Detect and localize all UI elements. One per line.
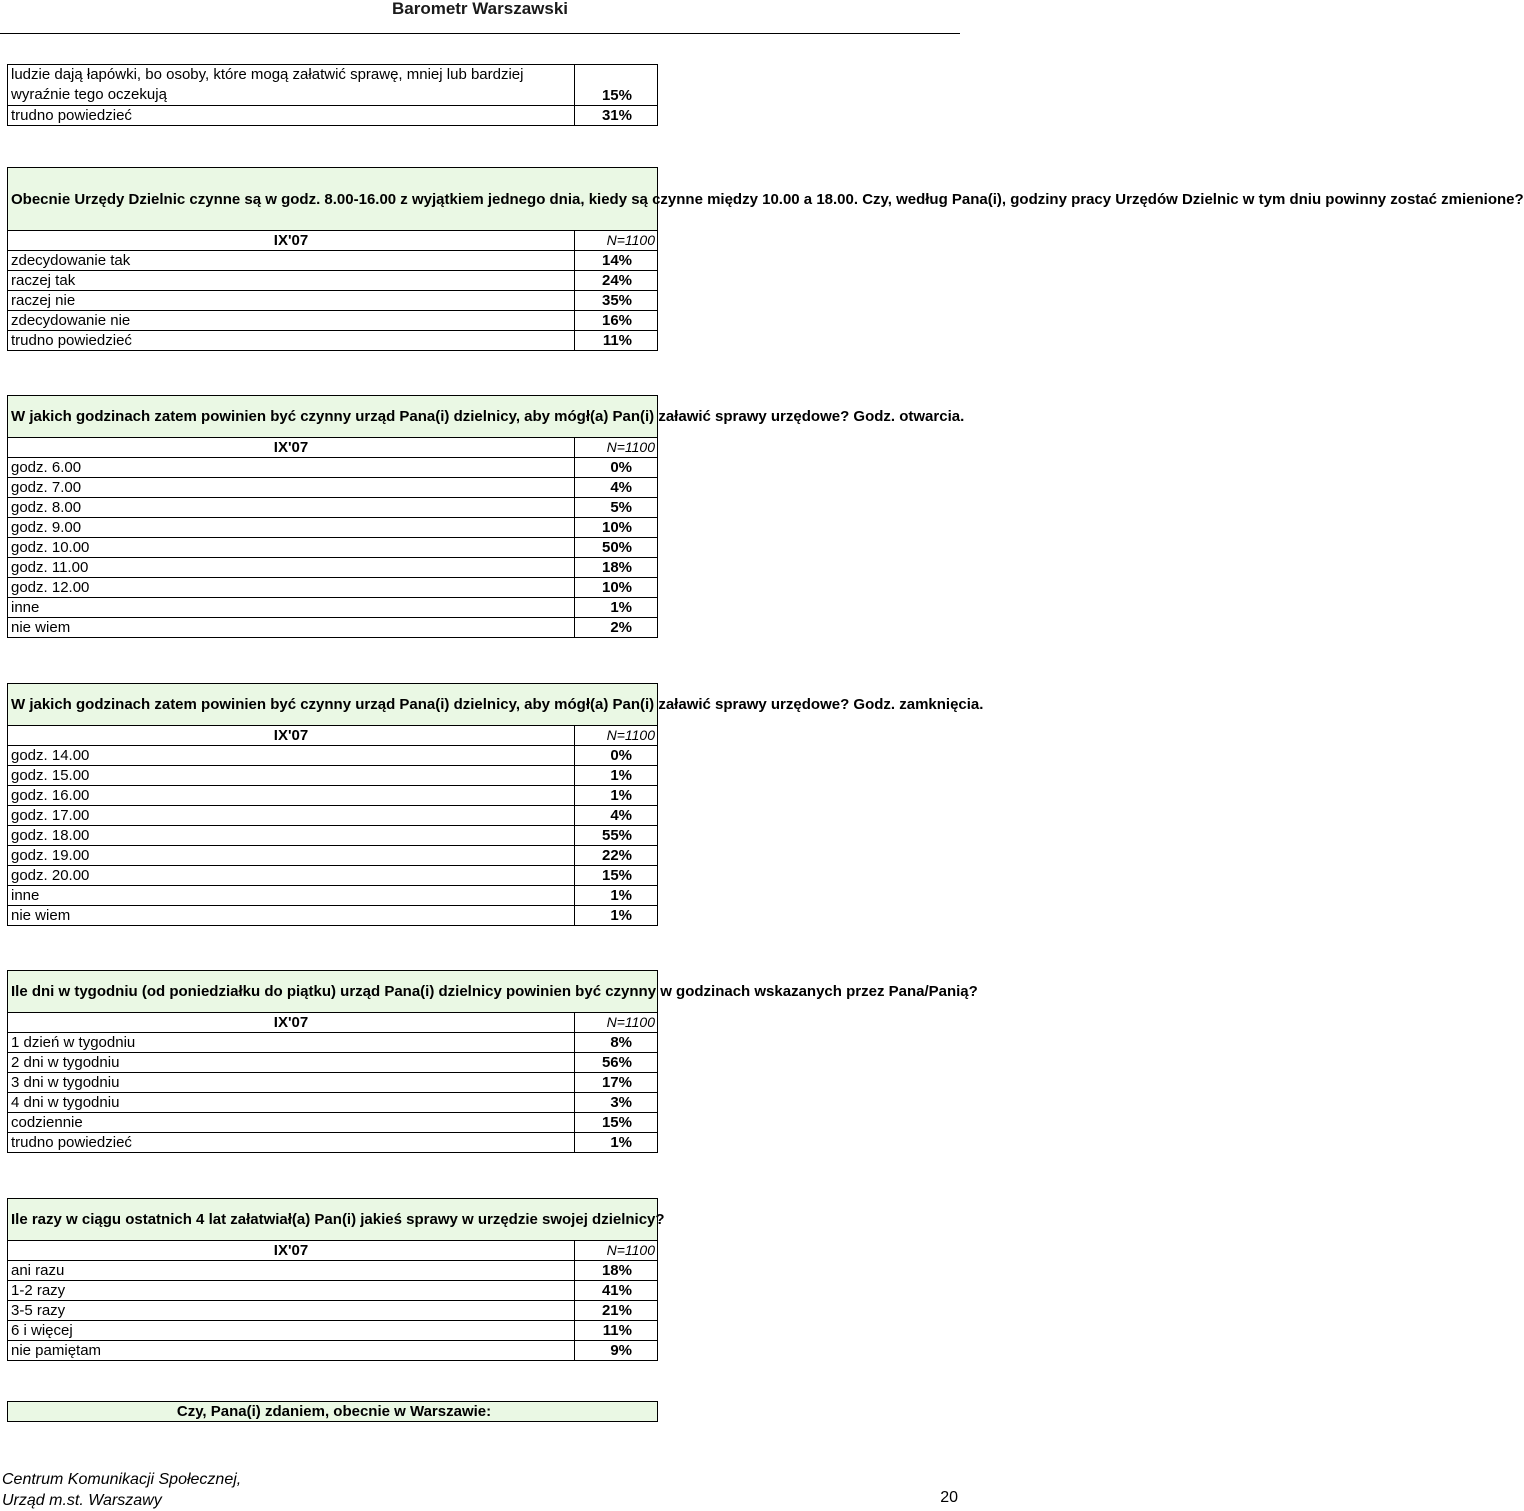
row-value: 21% [575,1301,658,1321]
row-value: 55% [575,826,658,846]
question-table-closing-hour [7,683,984,926]
question-table-visit-count [7,1198,665,1361]
table-row [8,1321,658,1341]
row-label: inne [8,886,575,906]
row-value: 1% [575,906,658,926]
row-label: trudno powiedzieć [8,331,575,351]
row-value: 14% [575,251,658,271]
page-header-title: Barometr Warszawski [391,0,569,18]
table-row [8,65,658,106]
row-label: 1-2 razy [8,1281,575,1301]
row-value: 0% [575,746,658,766]
row-label: godz. 17.00 [8,806,575,826]
row-label: godz. 19.00 [8,846,575,866]
row-label: nie wiem [8,618,575,638]
row-label: godz. 7.00 [8,478,575,498]
sample-size: N=1100 [575,1013,658,1033]
row-label: godz. 20.00 [8,866,575,886]
table-row [8,1093,658,1113]
row-label [8,65,575,106]
row-label: godz. 9.00 [8,518,575,538]
table-row [8,558,658,578]
table-row [8,1133,658,1153]
question-table-warsaw-opinion [7,1401,658,1422]
row-value: 24% [575,271,658,291]
answer-rows [8,458,658,638]
row-label: nie wiem [8,906,575,926]
answer-rows [8,1261,658,1361]
row-value: 10% [575,578,658,598]
table-row [8,806,658,826]
row-value: 11% [575,1321,658,1341]
table-row [8,1281,658,1301]
period-label: IX'07 [8,1241,575,1261]
row-value: 3% [575,1093,658,1113]
sample-size: N=1100 [575,1241,658,1261]
table-row [8,1301,658,1321]
period-label: IX'07 [8,1013,575,1033]
row-label: godz. 15.00 [8,766,575,786]
row-value: 41% [575,1281,658,1301]
sample-size: N=1100 [575,726,658,746]
table-row [8,311,658,331]
row-value: 0% [575,458,658,478]
table-row [8,106,658,126]
table-row [8,331,658,351]
row-label: nie pamiętam [8,1341,575,1361]
question-title: W jakich godzinach zatem powinien być czynny urząd Pana(i) dzielnicy, aby mógł(a) Pan(i) załawić sprawy urzędowe? Godz. zamknięcia. [8,684,658,726]
row-label: godz. 8.00 [8,498,575,518]
row-label: 4 dni w tygodniu [8,1093,575,1113]
sample-size: N=1100 [575,231,658,251]
row-label: 1 dzień w tygodniu [8,1033,575,1053]
intro-table [7,64,658,126]
footer-line: Urząd m.st. Warszawy [2,1492,162,1509]
table-row [8,291,658,311]
table-row [8,826,658,846]
row-label: godz. 11.00 [8,558,575,578]
row-value: 16% [575,311,658,331]
row-label: 3 dni w tygodniu [8,1073,575,1093]
table-row [8,1073,658,1093]
row-value: 2% [575,618,658,638]
row-value: 35% [575,291,658,311]
row-label: godz. 18.00 [8,826,575,846]
row-value: 15% [575,1113,658,1133]
row-value: 1% [575,886,658,906]
table-row [8,1053,658,1073]
row-value: 11% [575,331,658,351]
row-label: godz. 16.00 [8,786,575,806]
table-row [8,478,658,498]
row-label: 3-5 razy [8,1301,575,1321]
table-row [8,458,658,478]
row-label: godz. 12.00 [8,578,575,598]
table-row [8,1033,658,1053]
question-title: Czy, Pana(i) zdaniem, obecnie w Warszawie: [8,1402,658,1422]
question-table-opening-hour [7,395,965,638]
table-row [8,786,658,806]
row-label: 2 dni w tygodniu [8,1053,575,1073]
row-value: 1% [575,598,658,618]
period-label: IX'07 [8,438,575,458]
question-table-schedule-change [7,167,1524,351]
table-row [8,618,658,638]
row-label: 6 i więcej [8,1321,575,1341]
row-label: godz. 10.00 [8,538,575,558]
row-value: 1% [575,786,658,806]
question-title: W jakich godzinach zatem powinien być czynny urząd Pana(i) dzielnicy, aby mógł(a) Pan(i) załawić sprawy urzędowe? Godz. otwarcia. [8,396,658,438]
question-table-days-per-week [7,970,978,1153]
footer-line: Centrum Komunikacji Społecznej, [2,1471,242,1488]
table-row [8,598,658,618]
row-label-line: ludzie dają łapówki, bo osoby, które mogą załatwić sprawę, mniej lub bardziej [11,66,524,83]
row-value: 15% [575,65,658,106]
row-value: 50% [575,538,658,558]
row-value: 1% [575,766,658,786]
row-label: trudno powiedzieć [8,106,575,126]
row-label: ani razu [8,1261,575,1281]
row-label-line: wyraźnie tego oczekują [11,86,167,103]
row-value: 56% [575,1053,658,1073]
row-label: zdecydowanie nie [8,311,575,331]
period-label: IX'07 [8,726,575,746]
row-value: 15% [575,866,658,886]
table-row [8,518,658,538]
row-label: trudno powiedzieć [8,1133,575,1153]
table-row [8,1341,658,1361]
row-value: 17% [575,1073,658,1093]
page-number: 20 [940,1489,958,1506]
table-row [8,538,658,558]
table-row [8,746,658,766]
question-title: Ile razy w ciągu ostatnich 4 lat załatwiał(a) Pan(i) jakieś sprawy w urzędzie swojej dzielnicy? [8,1199,658,1241]
row-value: 31% [575,106,658,126]
table-row [8,906,658,926]
row-label: godz. 6.00 [8,458,575,478]
row-value: 18% [575,1261,658,1281]
row-value: 4% [575,806,658,826]
row-value: 4% [575,478,658,498]
row-label: godz. 14.00 [8,746,575,766]
row-value: 1% [575,1133,658,1153]
table-row [8,766,658,786]
row-label: inne [8,598,575,618]
row-value: 22% [575,846,658,866]
table-row [8,498,658,518]
row-value: 18% [575,558,658,578]
row-label: zdecydowanie tak [8,251,575,271]
row-value: 9% [575,1341,658,1361]
table-row [8,866,658,886]
table-row [8,251,658,271]
table-row [8,846,658,866]
header-divider [0,33,960,34]
row-value: 8% [575,1033,658,1053]
period-label: IX'07 [8,231,575,251]
row-value: 5% [575,498,658,518]
question-title: Obecnie Urzędy Dzielnic czynne są w godz. 8.00-16.00 z wyjątkiem jednego dnia, kiedy są czynne między 10.00 a 18.00. Czy, według Pana(i), godziny pracy Urzędów Dzielnic w tym dniu powinny zostać zmienione? [8,168,658,231]
row-value: 10% [575,518,658,538]
row-label: raczej nie [8,291,575,311]
footer-organization [2,1469,241,1511]
answer-rows [8,1033,658,1153]
row-label: codziennie [8,1113,575,1133]
question-title: Ile dni w tygodniu (od poniedziałku do piątku) urząd Pana(i) dzielnicy powinien być czynny w godzinach wskazanych przez Pana/Panią? [8,971,658,1013]
answer-rows [8,746,658,926]
answer-rows [8,251,658,351]
sample-size: N=1100 [575,438,658,458]
table-row [8,271,658,291]
table-row [8,1261,658,1281]
row-label: raczej tak [8,271,575,291]
table-row [8,886,658,906]
table-row [8,1113,658,1133]
table-row [8,578,658,598]
